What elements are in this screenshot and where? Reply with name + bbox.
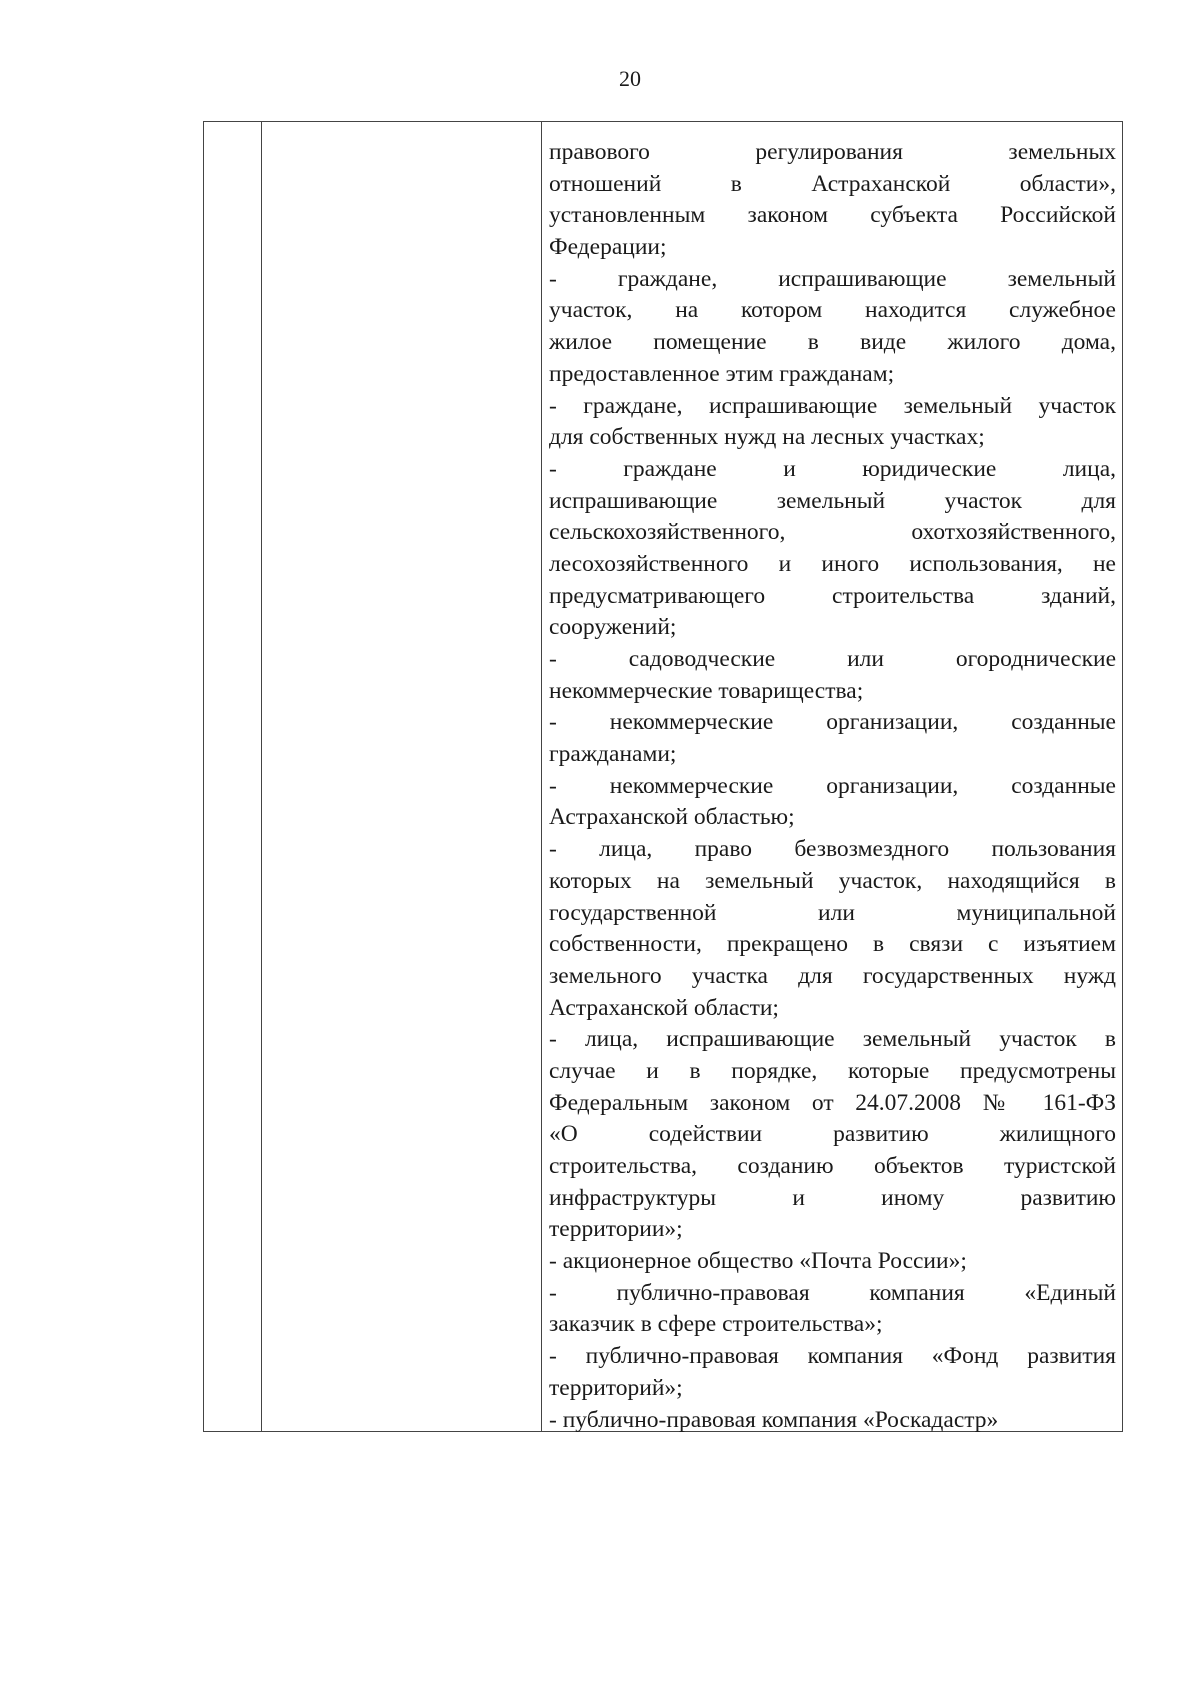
text-line: территорий»; bbox=[549, 1374, 683, 1401]
text-line: для собственных нужд на лесных участках; bbox=[549, 424, 985, 451]
text-line: некоммерческие товарищества; bbox=[549, 677, 864, 704]
text-line: предусматривающего строительства зданий, bbox=[549, 582, 1116, 609]
column-divider-1 bbox=[261, 122, 262, 1431]
text-line: сельскохозяйственного, охотхозяйственного, bbox=[549, 519, 1116, 546]
text-line: заказчик в сфере строительства»; bbox=[549, 1311, 883, 1338]
text-line: лесохозяйственного и иного использования, не bbox=[549, 550, 1116, 577]
text-line: инфраструктуры и иному развитию bbox=[549, 1184, 1116, 1211]
text-line: - граждане, испрашивающие земельный bbox=[549, 265, 1116, 292]
text-line: земельного участка для государственных нужд bbox=[549, 962, 1116, 989]
text-line: Астраханской областью; bbox=[549, 804, 795, 831]
text-line: жилое помещение в виде жилого дома, bbox=[549, 329, 1116, 356]
text-line: - лица, испрашивающие земельный участок в bbox=[549, 1026, 1116, 1053]
text-line: случае и в порядке, которые предусмотрены bbox=[549, 1057, 1116, 1084]
text-line: Федеральным законом от 24.07.2008 № 161-ФЗ bbox=[549, 1089, 1116, 1116]
table-cell-text bbox=[549, 137, 1116, 1436]
text-line: собственности, прекращено в связи с изъятием bbox=[549, 931, 1116, 958]
text-line: испрашивающие земельный участок для bbox=[549, 487, 1116, 514]
text-line: участок, на котором находится служебное bbox=[549, 297, 1116, 324]
text-line: - публично-правовая компания «Роскадастр» bbox=[549, 1406, 999, 1433]
text-line: установленным законом субъекта Российской bbox=[549, 202, 1116, 229]
document-table bbox=[203, 121, 1123, 1432]
text-line: «О содействии развитию жилищного bbox=[549, 1121, 1116, 1148]
text-line: государственной или муниципальной bbox=[549, 899, 1116, 926]
text-line: строительства, созданию объектов туристской bbox=[549, 1153, 1116, 1179]
text-line: - публично-правовая компания «Фонд развития bbox=[549, 1343, 1116, 1370]
text-line: правового регулирования земельных bbox=[549, 139, 1116, 165]
text-line: - граждане, испрашивающие земельный участок bbox=[549, 392, 1116, 419]
column-divider-2 bbox=[541, 122, 542, 1431]
text-line: Астраханской области; bbox=[549, 994, 779, 1021]
text-line: - некоммерческие организации, созданные bbox=[549, 772, 1116, 799]
text-line: - садоводческие или огороднические bbox=[549, 646, 1116, 672]
text-line: сооружений; bbox=[549, 614, 677, 641]
text-line: - акционерное общество «Почта России»; bbox=[549, 1248, 967, 1275]
text-line: территории»; bbox=[549, 1216, 683, 1243]
page-number: 20 bbox=[619, 66, 641, 91]
text-line: - лица, право безвозмездного пользования bbox=[549, 836, 1116, 863]
text-line: - граждане и юридические лица, bbox=[549, 455, 1116, 482]
text-line: - некоммерческие организации, созданные bbox=[549, 709, 1116, 736]
text-line: гражданами; bbox=[549, 741, 677, 768]
text-line: отношений в Астраханской области», bbox=[549, 170, 1116, 197]
text-line: - публично-правовая компания «Единый bbox=[549, 1279, 1116, 1306]
text-line: Федерации; bbox=[549, 234, 667, 261]
text-line: предоставленное этим гражданам; bbox=[549, 360, 895, 387]
text-line: которых на земельный участок, находящийся в bbox=[549, 867, 1116, 894]
